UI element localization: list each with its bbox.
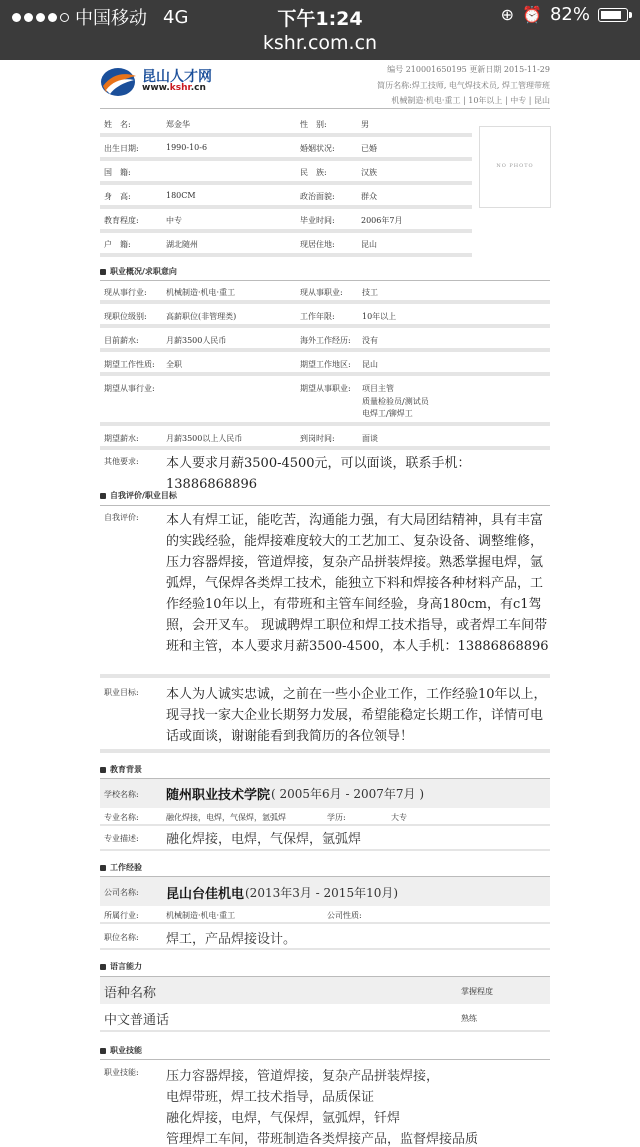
career-value: 昆山 (362, 360, 378, 369)
lang-header-name: 语种名称 (104, 986, 157, 1001)
lang-level: 熟练 (461, 1014, 477, 1023)
basic-label: 教育程度: (104, 216, 139, 225)
url-text[interactable]: kshr.com.cn (262, 32, 378, 54)
header-divider (100, 108, 550, 109)
career-value: 面谈 (362, 434, 378, 443)
lang-header-level: 掌握程度 (461, 987, 493, 996)
industry-value: 机械制造·机电·重工 (166, 911, 236, 920)
section-divider (100, 976, 550, 977)
skill-label: 职业技能: (104, 1068, 139, 1077)
section-career: 职业概况/求职意向 (100, 266, 177, 277)
career-label: 现从事行业: (104, 288, 147, 297)
site-logo[interactable] (100, 64, 220, 98)
career-label: 现从事职业: (300, 288, 343, 297)
basic-value: 男 (361, 120, 369, 129)
career-value: 10年以上 (362, 312, 397, 321)
skill-line: 融化焊接，电焊，气保焊，氩弧焊，钎焊 (166, 1111, 401, 1126)
school-name: 随州职业技术学院 (166, 788, 271, 803)
career-value: 月薪3500以上人民币 (166, 434, 243, 443)
basic-value: 郑金华 (166, 120, 190, 129)
career-value: 机械制造·机电·重工 (166, 288, 236, 297)
status-bar (0, 0, 640, 32)
company-label: 公司名称: (104, 888, 139, 897)
degree-value: 大专 (391, 813, 407, 822)
basic-value: 2006年7月 (361, 216, 403, 225)
skill-line: 管理焊工车间，带班制造各类焊接产品，监督焊接品质 (166, 1132, 479, 1147)
row-divider (100, 422, 550, 426)
school-label: 学校名称: (104, 790, 139, 799)
section-self: 自我评价/职业目标 (100, 490, 177, 501)
nature-label: 公司性质: (327, 911, 362, 920)
basic-label: 身 高: (104, 192, 131, 201)
row-divider (100, 181, 472, 185)
basic-label: 民 族: (300, 168, 327, 177)
career-label: 期望从事职业: (300, 384, 351, 393)
basic-value: 已婚 (361, 144, 377, 153)
logo-name: 昆山人才网 (142, 69, 212, 85)
skill-line: 电焊带班，焊工技术指导，品质保证 (166, 1090, 375, 1105)
resume-summary: 机械制造·机电·重工 | 10年以上 | 中专 | 昆山 (391, 96, 550, 105)
resume-title: 简历名称:焊工技师, 电气焊技术员, 焊工管理带班 (377, 81, 550, 90)
carrier-label: 中国移动 (75, 8, 147, 29)
basic-value: 1990-10-6 (166, 143, 208, 152)
status-right (501, 4, 628, 25)
major-label: 专业名称: (104, 813, 139, 822)
resume-page (95, 60, 555, 1147)
self-eval-label: 自我评价: (104, 513, 139, 522)
degree-label: 学历: (327, 813, 346, 822)
resume-number: 编号 210001650195 更新日期 2015-11-29 (387, 65, 550, 74)
rotation-lock-icon: ⊕ (500, 5, 515, 24)
career-value: 没有 (362, 336, 378, 345)
basic-value: 汉族 (361, 168, 377, 177)
row-divider (100, 922, 550, 924)
battery-percent: 82% (549, 4, 590, 25)
career-label: 期望从事行业: (104, 384, 155, 393)
row-divider (100, 348, 550, 352)
career-label: 期望薪水: (104, 434, 139, 443)
career-value: 技工 (362, 288, 378, 297)
row-divider (100, 372, 550, 376)
section-skill: 职业技能 (100, 1045, 142, 1056)
row-divider (100, 205, 472, 209)
alarm-icon: ⏰ (522, 5, 542, 24)
career-value: 项目主管 (362, 384, 394, 393)
row-divider (100, 824, 550, 826)
industry-label: 所属行业: (104, 911, 139, 920)
basic-label: 户 籍: (104, 240, 131, 249)
desc-label: 专业描述: (104, 834, 139, 843)
lang-name: 中文普通话 (104, 1013, 170, 1028)
logo-swoosh-icon (100, 66, 138, 98)
basic-value: 昆山 (361, 240, 377, 249)
basic-value: 中专 (166, 216, 182, 225)
career-label: 目前薪水: (104, 336, 139, 345)
basic-value: 湖北随州 (166, 240, 198, 249)
major-value: 融化焊接，电焊，气保焊，氩弧焊 (166, 813, 286, 822)
basic-label: 婚姻状况: (300, 144, 335, 153)
basic-label: 现居住地: (300, 240, 335, 249)
basic-value: 群众 (361, 192, 377, 201)
goal-label: 职业目标: (104, 688, 139, 697)
career-label: 现职位级别: (104, 312, 147, 321)
row-divider (100, 948, 550, 950)
clock: 下午1:24 (277, 8, 363, 30)
career-label: 到岗时间: (300, 434, 335, 443)
section-divider (100, 778, 550, 779)
career-value: 月薪3500人民币 (166, 336, 227, 345)
section-work: 工作经验 (100, 862, 142, 873)
career-label: 期望工作地区: (300, 360, 351, 369)
row-divider (100, 849, 550, 851)
career-label: 海外工作经历: (300, 336, 351, 345)
row-divider (100, 300, 550, 304)
other-text: 本人要求月薪3500-4500元，可以面谈，联系手机：13886868896 (166, 456, 471, 492)
basic-value: 180CM (166, 191, 196, 200)
self-eval-text: 本人有焊工证，能吃苦，沟通能力强，有大局团结精神，具有丰富的实践经验，能焊接难度较大的工艺加工、复杂设备、调整维修，压力容器焊接，管道焊接，复杂产品拼装焊接。熟悉掌握电焊，氩弧焊，气保焊各类焊工技术，能独立下料和焊接各种材料产品，工作经验10年以上，有带班和主管车间经验，身高180cm，有c1驾照，会开叉车。 现诚聘焊工职位和焊工技术指导，或者焊工车间带班和主管，本人要求月薪3500-4500，本人手机：13886868896 (166, 513, 549, 654)
basic-label: 出生日期: (104, 144, 139, 153)
career-value: 电焊工/铆焊工 (362, 409, 413, 418)
career-label: 工作年限: (300, 312, 335, 321)
row-divider (100, 1030, 550, 1032)
position-value: 焊工，产品焊接设计。 (166, 932, 297, 947)
row-divider (100, 446, 550, 450)
row-divider (100, 253, 472, 257)
skill-line: 压力容器焊接，管道焊接，复杂产品拼装焊接， (166, 1069, 440, 1084)
company-name: 昆山台佳机电 (166, 887, 245, 902)
school-period: ( 2005年6月 - 2007年7月 ) (271, 787, 425, 801)
row-divider (100, 674, 550, 678)
career-value: 高薪职位(非管理类) (166, 312, 237, 321)
photo-label: NO PHOTO (496, 163, 534, 169)
row-divider (100, 157, 472, 161)
other-label: 其他要求: (104, 457, 139, 466)
row-divider (100, 229, 472, 233)
section-divider (100, 505, 550, 506)
goal-text: 本人为人诚实忠诚，之前在一些小企业工作，工作经验10年以上，现寻找一家大企业长期努力发展，希望能稳定长期工作，详情可电话或面谈，谢谢能看到我简历的各位领导！ (166, 687, 547, 744)
logo-url: www.kshr.cn (142, 83, 206, 93)
career-value: 全职 (166, 360, 182, 369)
photo-placeholder (479, 126, 551, 208)
basic-label: 政治面貌: (300, 192, 335, 201)
desc-value: 融化焊接，电焊，气保焊，氩弧焊 (166, 832, 362, 847)
section-divider (100, 280, 550, 281)
basic-label: 毕业时间: (300, 216, 335, 225)
section-divider (100, 876, 550, 877)
address-bar[interactable] (0, 32, 640, 60)
basic-label: 姓 名: (104, 120, 131, 129)
section-lang: 语言能力 (100, 961, 142, 972)
basic-label: 国 籍: (104, 168, 131, 177)
row-divider (100, 133, 472, 137)
basic-label: 性 别: (300, 120, 327, 129)
career-label: 期望工作性质: (104, 360, 155, 369)
section-divider (100, 1059, 550, 1060)
section-edu: 教育背景 (100, 764, 142, 775)
row-divider (100, 324, 550, 328)
network-label: 4G (163, 6, 189, 28)
row-divider (100, 749, 550, 753)
work-period: (2013年3月 - 2015年10月) (245, 886, 399, 900)
career-value: 质量检验员/测试员 (362, 397, 429, 406)
battery-icon (598, 8, 628, 22)
position-label: 职位名称: (104, 933, 139, 942)
